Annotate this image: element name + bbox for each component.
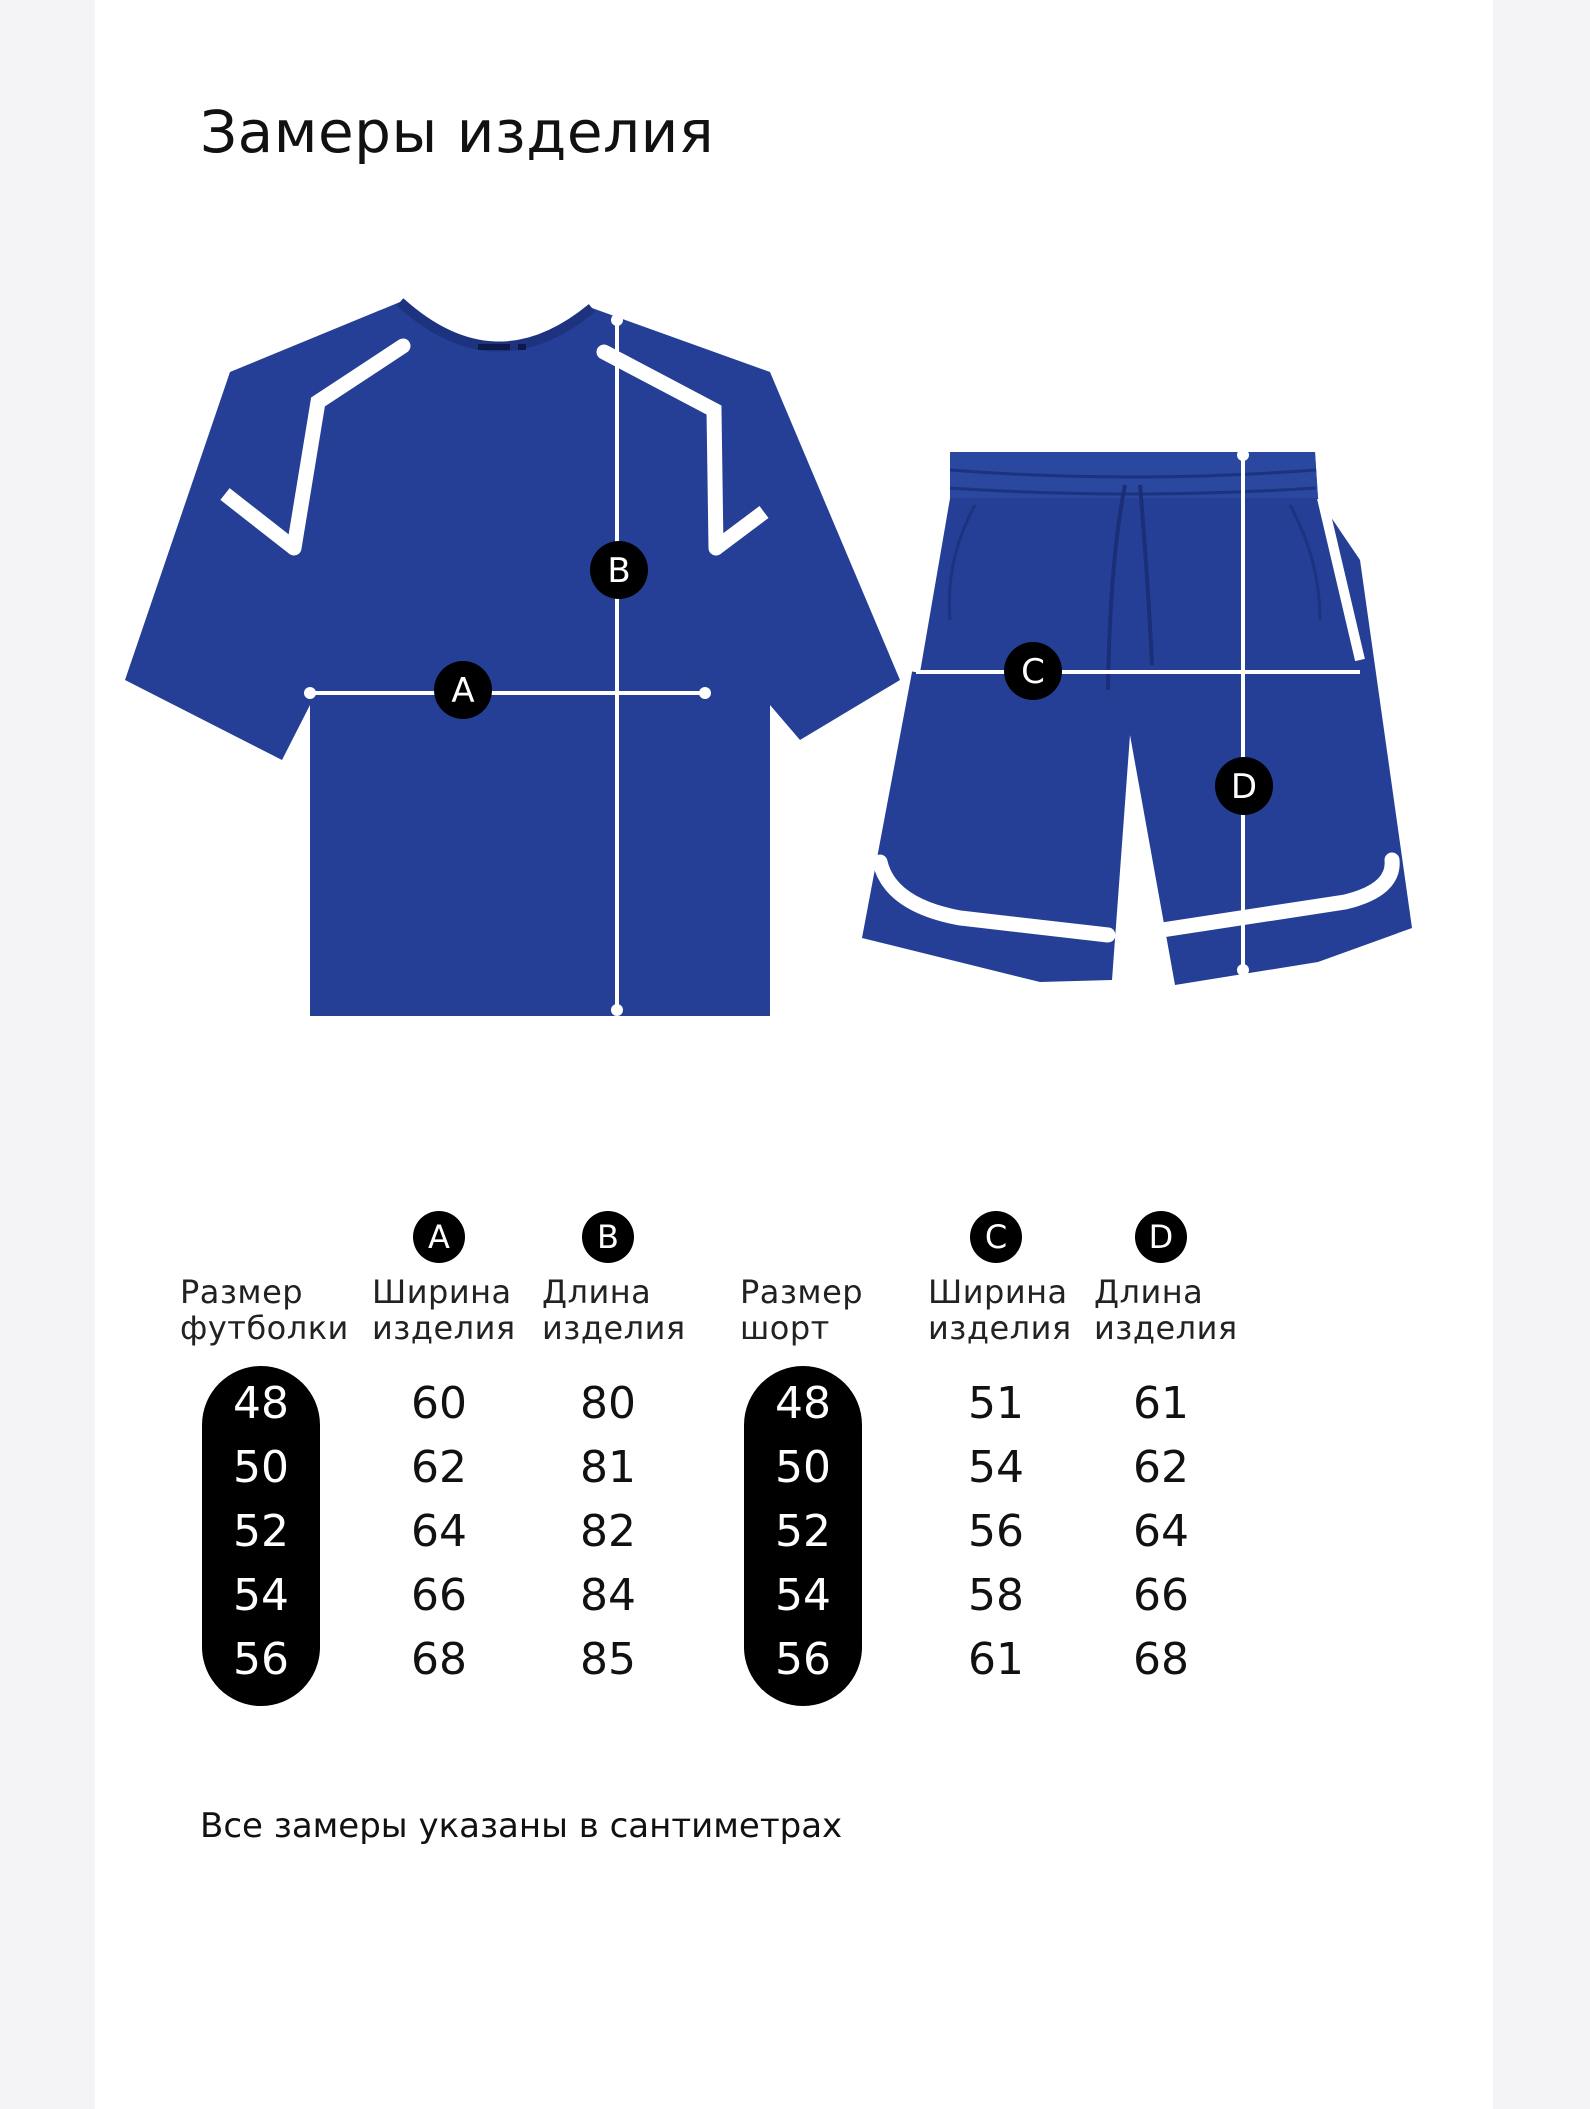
- badge-c: C: [970, 1211, 1022, 1263]
- badge-a: A: [413, 1211, 465, 1263]
- tshirt-width-cell: 66: [411, 1570, 467, 1621]
- tshirt-size-header: Размер футболки: [180, 1273, 349, 1347]
- shorts-size-cell: 56: [775, 1634, 831, 1685]
- tshirt-width-cell: 68: [411, 1634, 467, 1685]
- shorts-width-cell: 56: [968, 1506, 1024, 1557]
- tshirt-width-cell: 64: [411, 1506, 467, 1557]
- marker-d: [1215, 757, 1273, 815]
- tshirt-size-cell: 54: [233, 1570, 289, 1621]
- marker-a: [434, 661, 492, 719]
- shorts-size-cell: 48: [775, 1378, 831, 1429]
- badge-b: B: [582, 1211, 634, 1263]
- svg-text:B: B: [607, 551, 631, 591]
- shorts-width-header: Ширина изделия: [928, 1273, 1072, 1347]
- tshirt-length-header: Длина изделия: [542, 1273, 686, 1347]
- tshirt-width-cell: 60: [411, 1378, 467, 1429]
- shorts-illustration: [862, 452, 1412, 985]
- marker-b: [590, 541, 648, 599]
- shorts-width-cell: 58: [968, 1570, 1024, 1621]
- shorts-width-cell: 61: [968, 1634, 1024, 1685]
- tshirt-length-cell: 85: [580, 1634, 636, 1685]
- tshirt-length-cell: 80: [580, 1378, 636, 1429]
- svg-text:D: D: [1230, 767, 1258, 807]
- tshirt-width-cell: 62: [411, 1442, 467, 1493]
- tshirt-length-cell: 82: [580, 1506, 636, 1557]
- shorts-length-cell: 62: [1133, 1442, 1189, 1493]
- tshirt-size-cell: 52: [233, 1506, 289, 1557]
- tshirt-width-header: Ширина изделия: [372, 1273, 516, 1347]
- shorts-width-cell: 51: [968, 1378, 1024, 1429]
- page-title: Замеры изделия: [200, 98, 715, 166]
- tshirt-length-cell: 84: [580, 1570, 636, 1621]
- shorts-size-cell: 54: [775, 1570, 831, 1621]
- shorts-length-cell: 64: [1133, 1506, 1189, 1557]
- shorts-length-cell: 61: [1133, 1378, 1189, 1429]
- tshirt-length-cell: 81: [580, 1442, 636, 1493]
- tshirt-size-cell: 50: [233, 1442, 289, 1493]
- shorts-size-cell: 52: [775, 1506, 831, 1557]
- badge-d: D: [1135, 1211, 1187, 1263]
- shorts-size-cell: 50: [775, 1442, 831, 1493]
- svg-text:C: C: [1021, 652, 1045, 692]
- tshirt-size-cell: 56: [233, 1634, 289, 1685]
- shorts-width-cell: 54: [968, 1442, 1024, 1493]
- marker-c: [1004, 642, 1062, 700]
- svg-text:A: A: [451, 671, 475, 711]
- shorts-length-header: Длина изделия: [1094, 1273, 1238, 1347]
- shorts-length-cell: 66: [1133, 1570, 1189, 1621]
- tshirt-size-cell: 48: [233, 1378, 289, 1429]
- shorts-size-header: Размер шорт: [740, 1273, 864, 1347]
- shorts-length-cell: 68: [1133, 1634, 1189, 1685]
- units-note: Все замеры указаны в сантиметрах: [200, 1806, 843, 1846]
- tshirt-illustration: [125, 302, 900, 1016]
